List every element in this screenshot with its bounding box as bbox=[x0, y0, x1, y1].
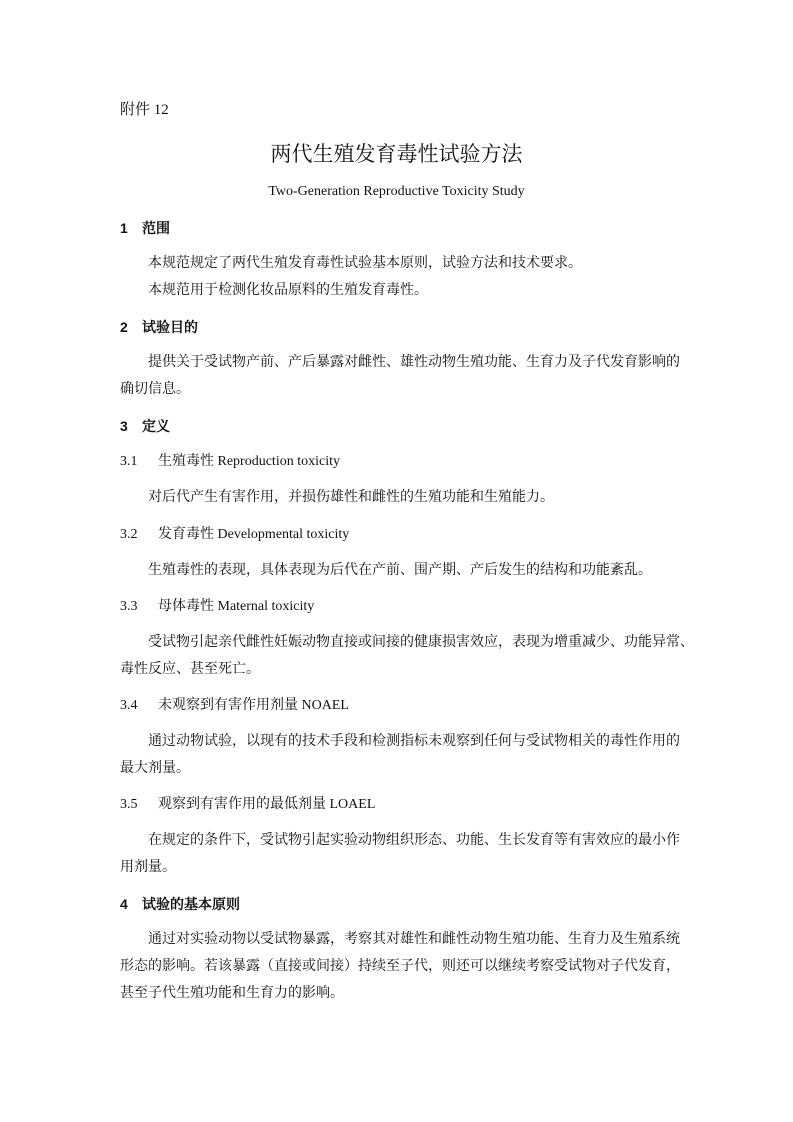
page-title: 两代生殖发育毒性试验方法 bbox=[270, 143, 523, 166]
page-subtitle: Two-Generation Reproductive Toxicity Study bbox=[268, 184, 525, 199]
paragraph-line: 通过对实验动物以受试物暴露，考察其对雄性和雌性动物生殖功能、生育力及生殖系统 bbox=[148, 932, 680, 947]
paragraph-line: 受试物引起亲代雌性妊娠动物直接或间接的健康损害效应，表现为增重减少、功能异常、 bbox=[148, 635, 694, 650]
subsection-heading-3-3: 3.3 母体毒性 Maternal toxicity bbox=[120, 599, 315, 614]
section-heading-1: 1 范围 bbox=[120, 220, 170, 236]
paragraph-line: 对后代产生有害作用，并损伤雄性和雌性的生殖功能和生殖能力。 bbox=[148, 490, 554, 505]
paragraph-line: 本规范规定了两代生殖发育毒性试验基本原则，试验方法和技术要求。 bbox=[148, 256, 582, 271]
paragraph-line: 提供关于受试物产前、产后暴露对雌性、雄性动物生殖功能、生育力及子代发育影响的 bbox=[148, 355, 680, 370]
section-heading-2: 2 试验目的 bbox=[120, 319, 198, 335]
subsection-heading-3-1: 3.1 生殖毒性 Reproduction toxicity bbox=[120, 454, 340, 469]
paragraph-line: 在规定的条件下，受试物引起实验动物组织形态、功能、生长发育等有害效应的最小作 bbox=[148, 833, 680, 848]
subsection-heading-3-2: 3.2 发育毒性 Developmental toxicity bbox=[120, 527, 350, 542]
paragraph-line: 用剂量。 bbox=[120, 860, 176, 875]
section-heading-4: 4 试验的基本原则 bbox=[120, 896, 240, 912]
paragraph-line: 毒性反应、甚至死亡。 bbox=[120, 662, 260, 677]
subsection-heading-3-5: 3.5 观察到有害作用的最低剂量 LOAEL bbox=[120, 797, 376, 812]
section-heading-3: 3 定义 bbox=[120, 418, 170, 434]
paragraph-line: 确切信息。 bbox=[120, 382, 190, 397]
paragraph-line: 通过动物试验，以现有的技术手段和检测指标未观察到任何与受试物相关的毒性作用的 bbox=[148, 734, 680, 749]
subsection-heading-3-4: 3.4 未观察到有害作用剂量 NOAEL bbox=[120, 698, 349, 713]
paragraph-line: 最大剂量。 bbox=[120, 761, 190, 776]
paragraph-line: 本规范用于检测化妆品原料的生殖发育毒性。 bbox=[148, 283, 428, 298]
paragraph-line: 生殖毒性的表现，具体表现为后代在产前、围产期、产后发生的结构和功能紊乱。 bbox=[148, 563, 652, 578]
paragraph-line: 甚至子代生殖功能和生育力的影响。 bbox=[120, 986, 344, 1001]
attachment-label: 附件 12 bbox=[120, 102, 169, 118]
paragraph-line: 形态的影响。若该暴露（直接或间接）持续至子代，则还可以继续考察受试物对子代发育， bbox=[120, 959, 680, 974]
